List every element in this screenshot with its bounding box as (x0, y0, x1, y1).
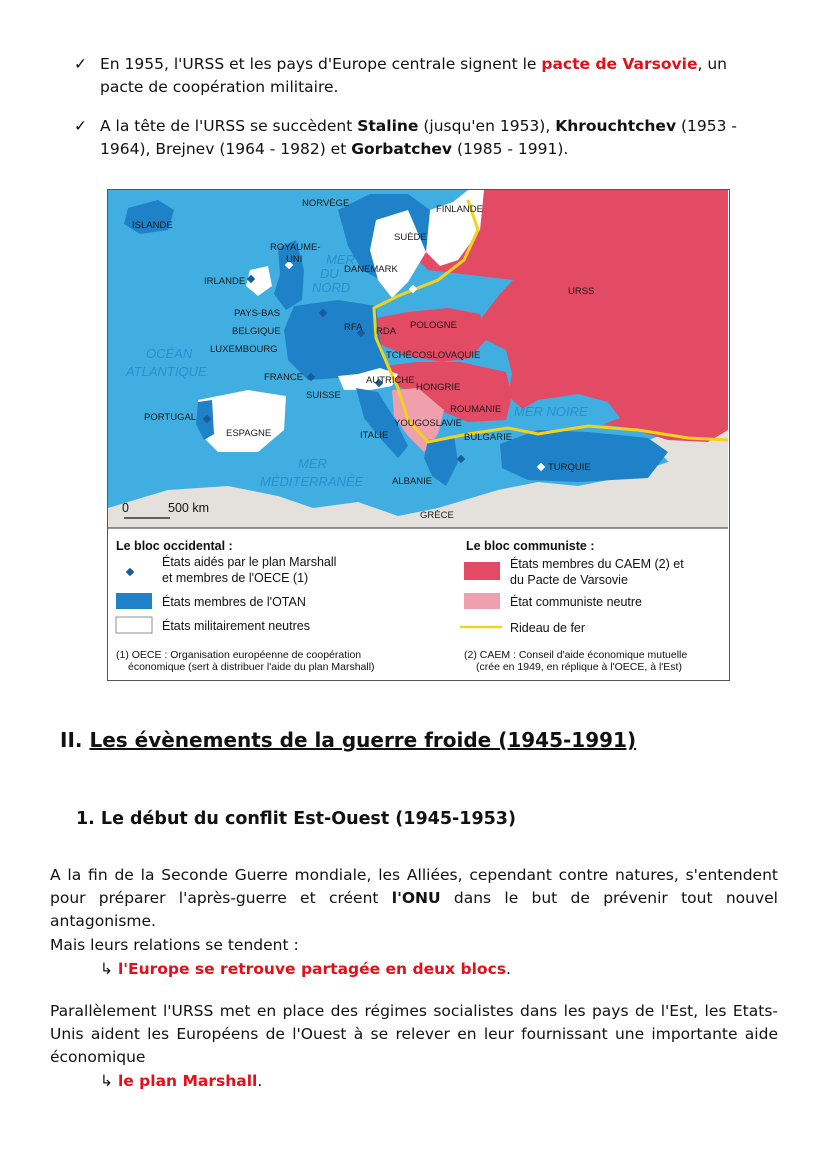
paragraph-allies: A la fin de la Seconde Guerre mondiale, les Alliées, cependant contre natures, s'entendent pour préparer l'après-guerre et créent l'ONU dans le but de prévenir tout nouvel antagonisme. (50, 866, 778, 930)
map-svg (108, 190, 728, 679)
note-caem-1: (2) CAEM : Conseil d'aide économique mutuelle (464, 649, 688, 661)
label-pays-bas: PAYS-BAS (234, 308, 281, 319)
legend-marshall-2: et membres de l'OECE (1) (162, 571, 309, 585)
label-suisse: SUISSE (306, 390, 341, 401)
bullet-ussr-leaders (74, 115, 774, 161)
legend-caem-swatch (464, 562, 500, 580)
legend-caem-2: du Pacte de Varsovie (510, 573, 628, 587)
label-autriche: AUTRICHE (366, 375, 415, 386)
label-luxembourg: LUXEMBOURG (210, 344, 278, 355)
marshall-marker-icon (126, 568, 134, 576)
turkey-territory (500, 430, 668, 482)
label-urss: URSS (568, 286, 595, 297)
legend-neutral-swatch (116, 617, 152, 633)
legend-caem-1: États membres du CAEM (2) et (510, 557, 684, 571)
label-tchecoslovaquie: TCHÉCOSLOVAQUIE (386, 350, 481, 361)
label-atlantique-1: OCÉAN (146, 346, 193, 361)
legend-iron-curtain: Rideau de fer (510, 621, 586, 635)
subsection-heading (76, 809, 516, 829)
legend-communist-neutral-swatch (464, 593, 500, 609)
label-turquie: TURQUIE (548, 462, 591, 473)
label-roumanie: ROUMANIE (450, 404, 502, 415)
label-bulgarie: BULGARIE (464, 432, 513, 443)
label-royaume-uni-1: ROYAUME- (270, 242, 321, 253)
label-albanie: ALBANIE (392, 476, 433, 487)
arrow-marshall-plan: ↳ le plan Marshall. (100, 1072, 263, 1090)
bullet-text: En 1955, l'URSS et les pays d'Europe centrale signent le pacte de Varsovie, un pacte de coopération militaire. (100, 55, 727, 96)
label-mer-du-nord-2: DU (320, 266, 339, 281)
label-norvege: NORVÈGE (302, 198, 350, 209)
legend-nato: États membres de l'OTAN (162, 595, 306, 609)
section-number: II. (60, 728, 83, 752)
label-mediterranee-2: MÉDITERRANÉE (260, 474, 364, 489)
section-title: Les évènements de la guerre froide (1945-1991) (89, 728, 637, 752)
label-danemark: DANEMARK (344, 264, 398, 275)
label-mer-du-nord-3: NORD (312, 280, 351, 295)
label-grece: GRÈCE (420, 510, 454, 521)
label-portugal: PORTUGAL (144, 412, 197, 423)
label-royaume-uni-2: UNI (286, 254, 303, 265)
bullet-text: A la tête de l'URSS se succèdent Staline (jusqu'en 1953), Khrouchtchev (1953 - 1964), Brejnev (1964 - 1982) et Gorbatchev (1985 - 1991). (100, 117, 738, 158)
legend-west-title: Le bloc occidental : (116, 539, 233, 553)
label-italie: ITALIE (360, 430, 389, 441)
legend-communist-neutral: État communiste neutre (510, 595, 643, 609)
note-oece-2: économique (sert à distribuer l'aide du plan Marshall) (128, 661, 375, 673)
label-espagne: ESPAGNE (226, 428, 272, 439)
note-caem-2: (crée en 1949, en réplique à l'OECE, à l'Est) (476, 661, 682, 673)
subsection-number: 1. (76, 809, 95, 829)
label-irlande: IRLANDE (204, 276, 246, 287)
label-hongrie: HONGRIE (416, 382, 461, 393)
legend-east-title: Le bloc communiste : (466, 539, 595, 553)
legend-nato-swatch (116, 593, 152, 609)
label-belgique: BELGIQUE (232, 326, 281, 337)
check-icon: ✓ (74, 55, 87, 73)
label-mer-noire: MER NOIRE (514, 404, 588, 419)
legend-marshall-1: États aidés par le plan Marshall (162, 555, 337, 569)
scale-zero: 0 (122, 501, 129, 515)
bullet-warsaw-pact (74, 53, 774, 99)
label-yougoslavie: YOUGOSLAVIE (394, 418, 462, 429)
arrow-right-icon: ↳ (100, 960, 113, 978)
label-mediterranee-1: MER (298, 456, 327, 471)
label-atlantique-2: ATLANTIQUE (126, 364, 207, 379)
arrow-right-icon: ↳ (100, 1072, 113, 1090)
scale-distance: 500 km (168, 501, 209, 515)
label-mer-du-nord-1: MER (326, 252, 355, 267)
legend-neutral: États militairement neutres (162, 619, 310, 633)
label-rda: RDA (376, 326, 397, 337)
label-finlande: FINLANDE (436, 204, 483, 215)
paragraph-tension: Mais leurs relations se tendent : (50, 936, 299, 954)
check-icon: ✓ (74, 117, 87, 135)
arrow-two-blocs: ↳ l'Europe se retrouve partagée en deux blocs. (100, 960, 511, 978)
label-suede: SUÈDE (394, 232, 427, 243)
cold-war-europe-map (107, 189, 730, 681)
label-pologne: POLOGNE (410, 320, 457, 331)
paragraph-marshall: Parallèlement l'URSS met en place des régimes socialistes dans les pays de l'Est, les Etats-Unis aident les Européens de l'Ouest à se relever en leur fournissant une importante aide économique (50, 1002, 778, 1066)
label-islande: ISLANDE (132, 220, 173, 231)
section-heading (60, 728, 636, 752)
label-france: FRANCE (264, 372, 304, 383)
subsection-title: Le début du conflit Est-Ouest (1945-1953) (100, 809, 516, 829)
label-rfa: RFA (344, 322, 363, 333)
note-oece-1: (1) OECE : Organisation européenne de coopération (116, 649, 362, 661)
